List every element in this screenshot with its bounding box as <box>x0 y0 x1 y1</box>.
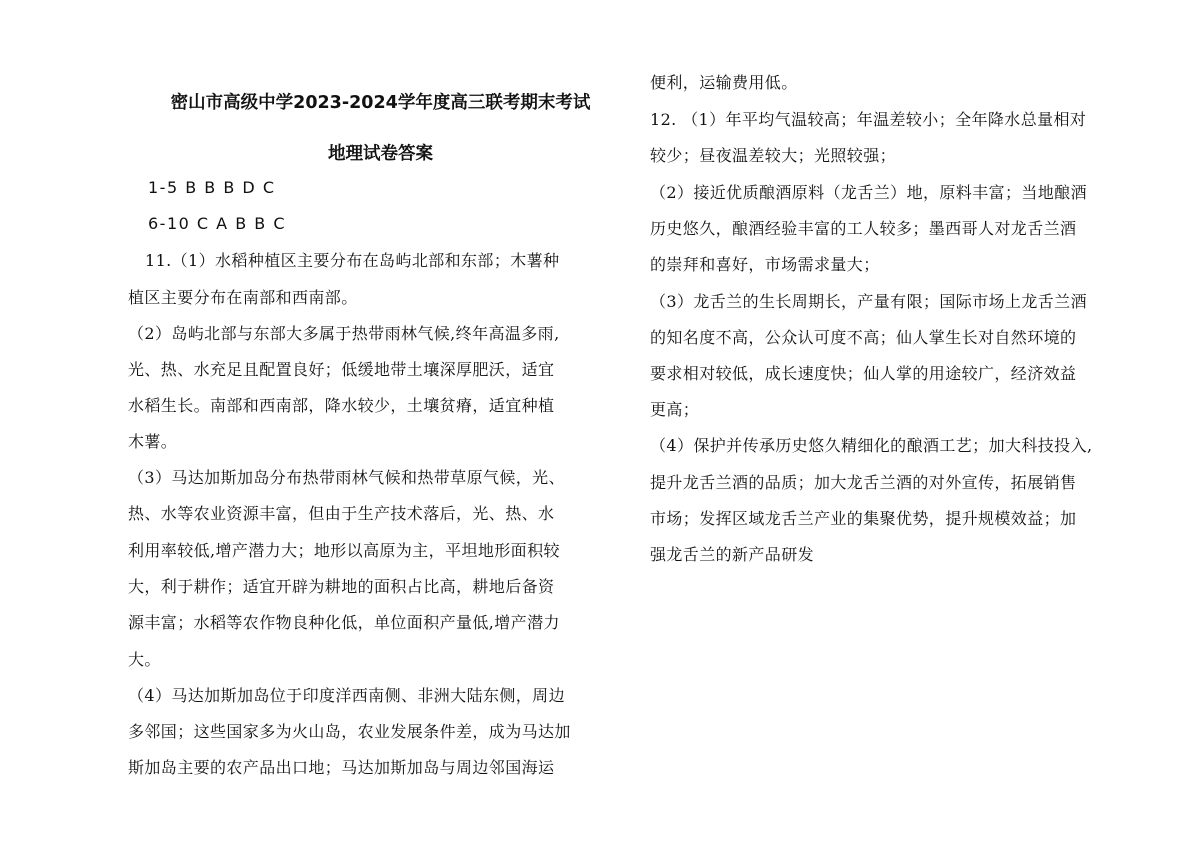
answer-line: （3）龙舌兰的生长周期长，产量有限；国际市场上龙舌兰酒 <box>650 292 1087 311</box>
answer-line: 大，利于耕作；适宜开辟为耕地的面积占比高，耕地后备资 <box>128 577 555 596</box>
answer-line: 11.（1）水稻种植区主要分布在岛屿北部和东部；木薯种 <box>145 251 560 270</box>
answer-line: 大。 <box>128 650 161 669</box>
answer-line: 市场；发挥区域龙舌兰产业的集聚优势，提升规模效益；加 <box>650 509 1077 528</box>
answer-line: 木薯。 <box>128 432 178 451</box>
document-title: 密山市高级中学2023-2024学年度高三联考期末考试 <box>170 93 591 113</box>
answer-line: （4）保护并传承历史悠久精细化的酿酒工艺；加大科技投入, <box>650 436 1093 455</box>
answer-line: 水稻生长。南部和西南部，降水较少，土壤贫瘠，适宜种植 <box>128 396 555 415</box>
answer-line: 热、水等农业资源丰富，但由于生产技术落后，光、热、水 <box>128 504 555 523</box>
answer-line: （2）接近优质酿酒原料（龙舌兰）地，原料丰富；当地酿酒 <box>650 183 1087 202</box>
answer-line: 光、热、水充足且配置良好；低缓地带土壤深厚肥沃，适宜 <box>128 360 555 379</box>
answer-line: 6-10 C A B B C <box>148 214 286 233</box>
answer-line: 斯加岛主要的农产品出口地；马达加斯加岛与周边邻国海运 <box>128 758 555 777</box>
answer-line: 植区主要分布在南部和西南部。 <box>128 288 358 307</box>
answer-line: 源丰富；水稻等农作物良种化低，单位面积产量低,增产潜力 <box>128 613 560 632</box>
document-subtitle: 地理试卷答案 <box>328 144 433 164</box>
answer-line: 多邻国；这些国家多为火山岛，农业发展条件差，成为马达加 <box>128 722 571 741</box>
answer-line: 1-5 B B B D C <box>148 178 276 197</box>
answer-line: 历史悠久，酿酒经验丰富的工人较多；墨西哥人对龙舌兰酒 <box>650 219 1077 238</box>
answer-line: 利用率较低,增产潜力大；地形以高原为主，平坦地形面积较 <box>128 541 560 560</box>
answer-line: 便利，运输费用低。 <box>650 73 798 92</box>
answer-line: 较少；昼夜温差较大；光照较强； <box>650 146 897 165</box>
answer-line: 12. （1）年平均气温较高；年温差较小；全年降水总量相对 <box>650 110 1087 129</box>
answer-line: 提升龙舌兰酒的品质；加大龙舌兰酒的对外宣传，拓展销售 <box>650 473 1077 492</box>
answer-line: （4）马达加斯加岛位于印度洋西南侧、非洲大陆东侧，周边 <box>128 686 565 705</box>
answer-line: 的崇拜和喜好，市场需求量大； <box>650 255 880 274</box>
answer-line: （2）岛屿北部与东部大多属于热带雨林气候,终年高温多雨, <box>128 324 560 343</box>
answer-line: 更高； <box>650 400 700 419</box>
answer-line: 的知名度不高，公众认可度不高；仙人掌生长对自然环境的 <box>650 328 1077 347</box>
answer-line: （3）马达加斯加岛分布热带雨林气候和热带草原气候，光、 <box>128 468 565 487</box>
answer-line: 要求相对较低，成长速度快；仙人掌的用途较广，经济效益 <box>650 364 1077 383</box>
answer-line: 强龙舌兰的新产品研发 <box>650 545 815 564</box>
